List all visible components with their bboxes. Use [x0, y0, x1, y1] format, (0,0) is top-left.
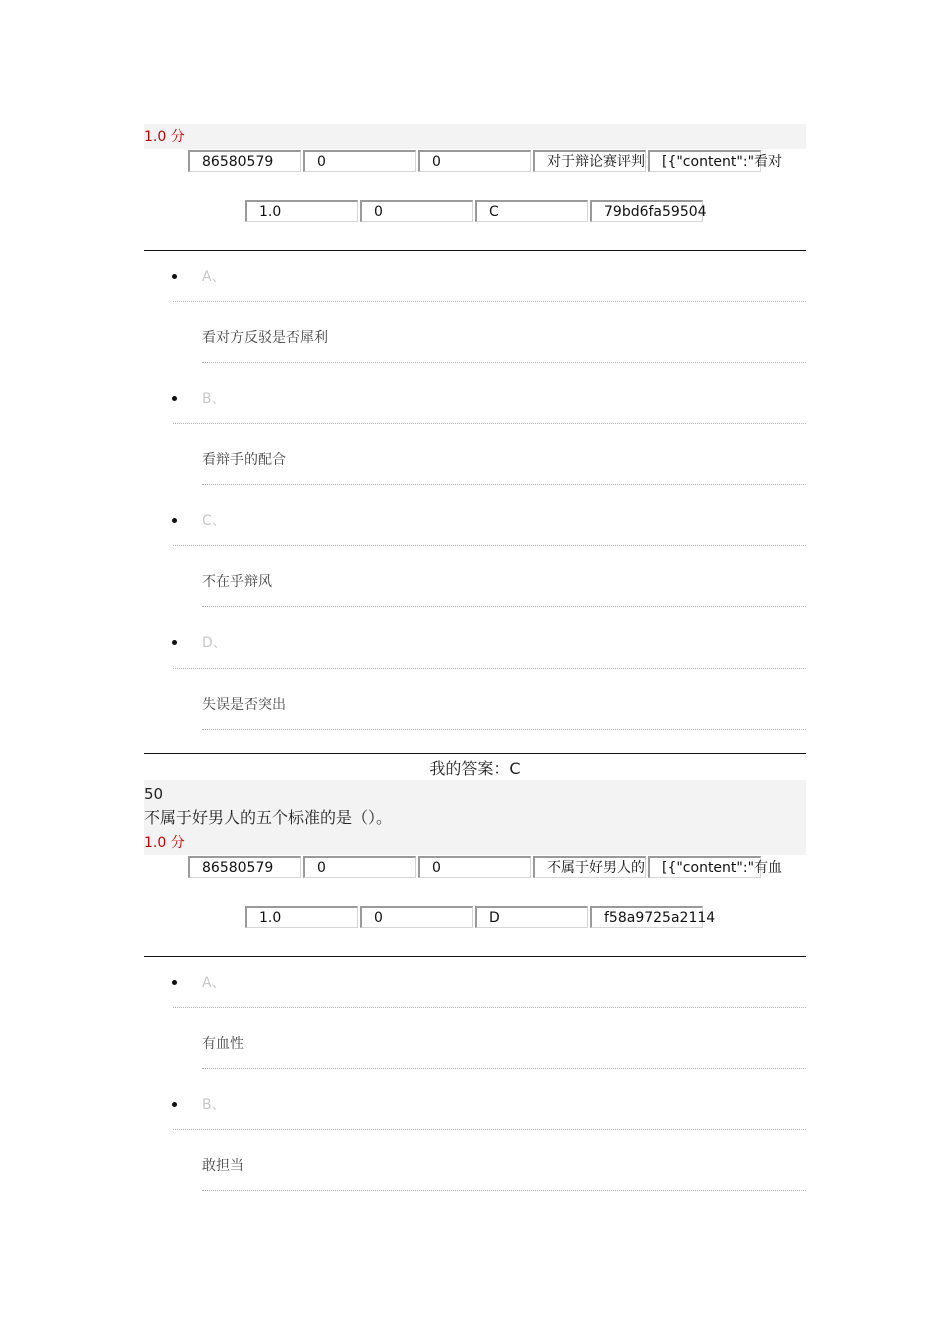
- option-letter: A、: [202, 975, 226, 991]
- divider: [173, 668, 806, 669]
- section-divider: [144, 250, 806, 251]
- option-letter: A、: [202, 269, 226, 285]
- question-score: 1.0 分: [144, 129, 185, 145]
- option-letter: B、: [202, 391, 226, 407]
- option-text: 有血性: [202, 1036, 244, 1052]
- divider: [202, 1068, 806, 1069]
- divider: [173, 545, 806, 546]
- bullet-icon: [172, 518, 177, 523]
- option-text: 敢担当: [202, 1158, 244, 1174]
- divider: [173, 1007, 806, 1008]
- option-text: 失误是否突出: [202, 697, 286, 713]
- divider: [202, 362, 806, 363]
- hidden-field-answer[interactable]: C: [475, 200, 588, 222]
- question-number: 50: [144, 785, 164, 803]
- hidden-field-question[interactable]: 不属于好男人的: [533, 856, 646, 878]
- divider: [173, 423, 806, 424]
- divider: [202, 729, 806, 730]
- hidden-field-hash[interactable]: 79bd6fa59504: [590, 200, 703, 222]
- hidden-field-flag[interactable]: 0: [303, 150, 416, 172]
- option-text: 看对方反驳是否犀利: [202, 330, 328, 346]
- option-text: 不在乎辩风: [202, 574, 272, 590]
- bullet-icon: [172, 1102, 177, 1107]
- bullet-icon: [172, 274, 177, 279]
- option-letter: C、: [202, 513, 226, 529]
- section-divider: [144, 753, 806, 754]
- section-divider: [144, 956, 806, 957]
- bullet-icon: [172, 396, 177, 401]
- my-answer: 我的答案：C: [429, 759, 521, 778]
- hidden-field-flag[interactable]: 0: [360, 906, 473, 928]
- hidden-field-flag[interactable]: 0: [418, 150, 531, 172]
- hidden-field-answer[interactable]: D: [475, 906, 588, 928]
- option-text: 看辩手的配合: [202, 452, 286, 468]
- option-letter: B、: [202, 1097, 226, 1113]
- hidden-field-flag[interactable]: 0: [418, 856, 531, 878]
- hidden-field-flag[interactable]: 0: [360, 200, 473, 222]
- question-score: 1.0 分: [144, 835, 185, 851]
- hidden-field-question[interactable]: 对于辩论赛评判: [533, 150, 646, 172]
- hidden-field-options-json[interactable]: [{"content":"有血: [648, 856, 761, 878]
- hidden-field-flag[interactable]: 0: [303, 856, 416, 878]
- divider: [202, 484, 806, 485]
- bullet-icon: [172, 640, 177, 645]
- divider: [173, 1129, 806, 1130]
- divider: [202, 1190, 806, 1191]
- question-header-bar: [144, 124, 806, 149]
- hidden-field-score[interactable]: 1.0: [245, 200, 358, 222]
- hidden-field-hash[interactable]: f58a9725a2114: [590, 906, 703, 928]
- divider: [202, 606, 806, 607]
- question-text: 不属于好男人的五个标准的是（）。: [144, 808, 393, 827]
- hidden-field-id[interactable]: 86580579: [188, 856, 301, 878]
- hidden-field-id[interactable]: 86580579: [188, 150, 301, 172]
- divider: [173, 301, 806, 302]
- option-letter: D、: [202, 635, 227, 651]
- hidden-field-score[interactable]: 1.0: [245, 906, 358, 928]
- bullet-icon: [172, 980, 177, 985]
- hidden-field-options-json[interactable]: [{"content":"看对: [648, 150, 761, 172]
